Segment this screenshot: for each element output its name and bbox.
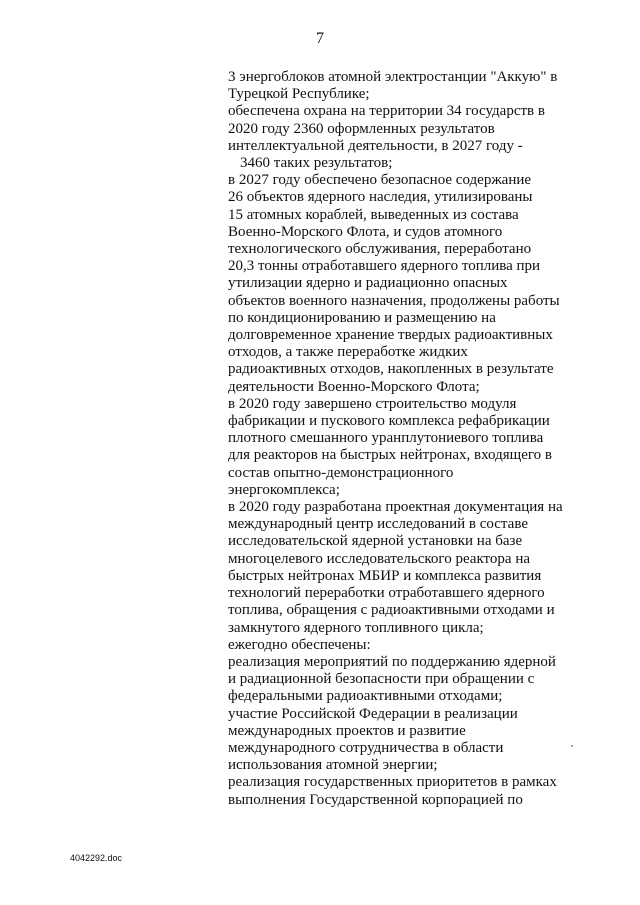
body-text bbox=[228, 69, 573, 809]
text-line: реализация мероприятий по поддержанию ядерной bbox=[228, 653, 556, 670]
text-line: Турецкой Республике; bbox=[228, 86, 370, 103]
text-line: для реакторов на быстрых нейтронах, входящего в bbox=[228, 447, 552, 464]
text-line: технологического обслуживания, переработано bbox=[228, 241, 532, 258]
text-line: долговременное хранение твердых радиоактивных bbox=[228, 327, 553, 344]
text-line: состав опытно-демонстрационного bbox=[228, 464, 454, 481]
text-line: реализация государственных приоритетов в рамках bbox=[228, 774, 557, 791]
text-line: в 2027 году обеспечено безопасное содержание bbox=[228, 172, 532, 189]
text-line: в 2020 году завершено строительство модуля bbox=[228, 395, 517, 412]
text-line: международных проектов и развитие bbox=[228, 722, 466, 739]
page-number: 7 bbox=[316, 30, 324, 47]
text-line: ежегодно обеспечены: bbox=[228, 636, 371, 653]
text-line: выполнения Государственной корпорацией по bbox=[228, 791, 523, 808]
text-line: 3 энергоблоков атомной электростанции "Аккую" в bbox=[228, 69, 558, 85]
text-line: Военно-Морского Флота, и судов атомного bbox=[228, 223, 503, 240]
text-line: в 2020 году разработана проектная документация на bbox=[228, 499, 563, 516]
text-line: утилизации ядерно и радиационно опасных bbox=[228, 275, 508, 292]
text-line: обеспечена охрана на территории 34 государств в bbox=[228, 103, 545, 120]
text-line: радиоактивных отходов, накопленных в результате bbox=[228, 361, 554, 378]
text-line: быстрых нейтронах МБИР и комплекса развития bbox=[228, 567, 542, 584]
text-line: участие Российской Федерации в реализации bbox=[228, 705, 518, 722]
text-line: деятельности Военно-Морского Флота; bbox=[228, 378, 480, 395]
text-line: федеральными радиоактивными отходами; bbox=[228, 688, 503, 705]
text-line: объектов военного назначения, продолжены работы bbox=[228, 292, 560, 309]
text-line: международного сотрудничества в области bbox=[228, 739, 504, 756]
text-line: 3460 таких результатов; bbox=[240, 155, 393, 172]
scan-artifact bbox=[571, 745, 573, 747]
file-reference: 4042292.doc bbox=[70, 853, 123, 863]
text-line: многоцелевого исследовательского реактора на bbox=[228, 550, 530, 567]
text-line: международный центр исследований в составе bbox=[228, 516, 528, 533]
text-line: плотного смешанного уранплутониевого топлива bbox=[228, 430, 544, 447]
text-line: технологий переработки отработавшего ядерного bbox=[228, 585, 545, 602]
text-line: использования атомной энергии; bbox=[228, 757, 438, 774]
text-line: исследовательской ядерной установки на базе bbox=[228, 533, 523, 550]
text-line: 2020 году 2360 оформленных результатов bbox=[228, 120, 495, 137]
text-line: 15 атомных кораблей, выведенных из состава bbox=[228, 206, 519, 223]
text-line: энергокомплекса; bbox=[228, 481, 340, 498]
text-line: замкнутого ядерного топливного цикла; bbox=[228, 619, 484, 636]
text-line: интеллектуальной деятельности, в 2027 году - bbox=[228, 137, 523, 154]
text-line: топлива, обращения с радиоактивными отходами и bbox=[228, 602, 555, 619]
text-line: 26 объектов ядерного наследия, утилизированы bbox=[228, 189, 533, 206]
text-line: по кондиционированию и размещению на bbox=[228, 309, 496, 326]
text-line: 20,3 тонны отработавшего ядерного топлива при bbox=[228, 258, 541, 275]
text-line: и радиационной безопасности при обращении с bbox=[228, 671, 535, 688]
text-line: фабрикации и пускового комплекса рефабрикации bbox=[228, 413, 550, 430]
text-line: отходов, а также переработке жидких bbox=[228, 344, 468, 361]
